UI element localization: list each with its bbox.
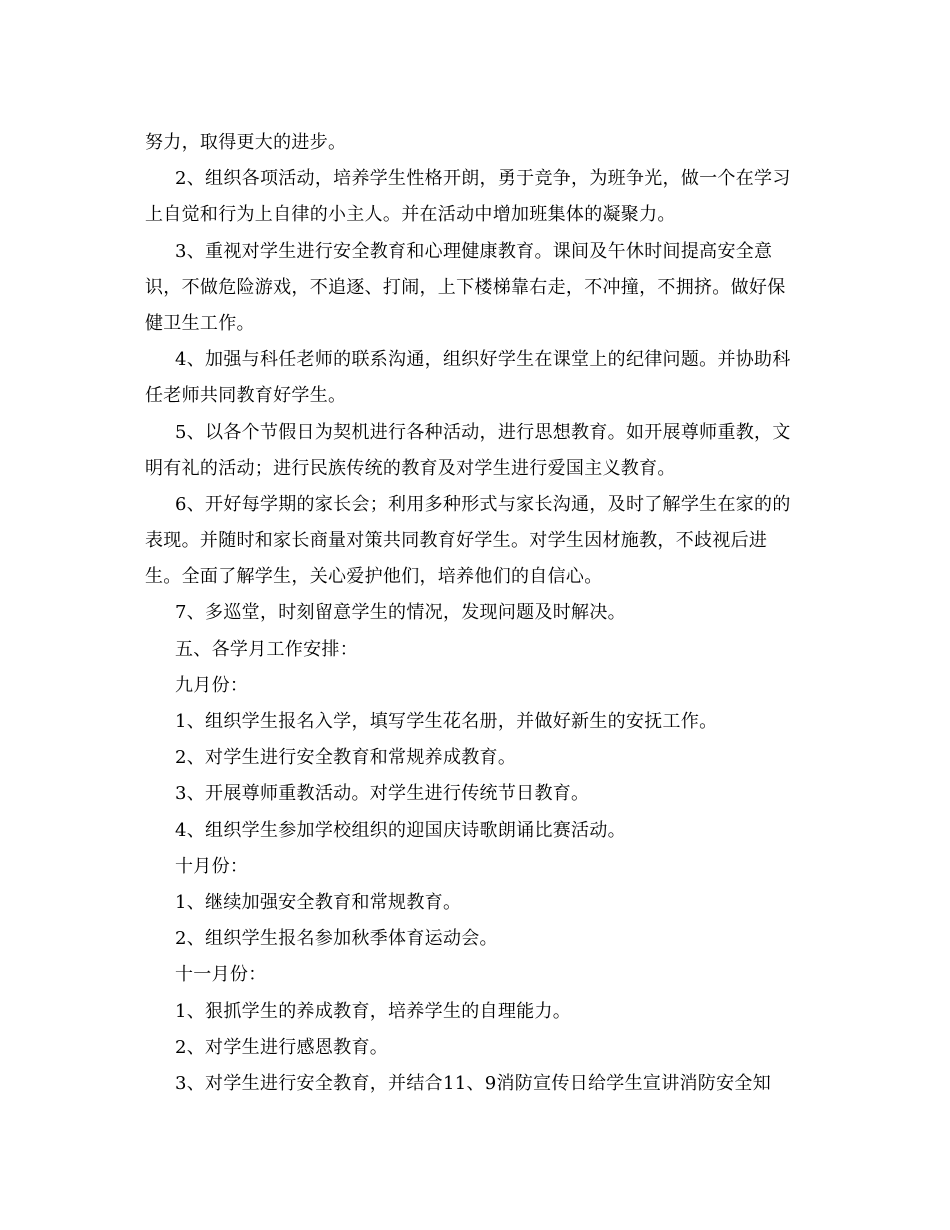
text-line: 1、组织学生报名入学，填写学生花名册，并做好新生的安抚工作。: [175, 711, 718, 732]
text-line: 2、对学生进行安全教育和常规养成教育。: [175, 747, 517, 769]
text-line: 十一月份：: [175, 964, 267, 986]
text-line: 2、组织学生报名参加秋季体育运动会。: [175, 928, 498, 950]
text-line: 十月份：: [175, 855, 249, 877]
text-line: 4、加强与科任老师的联系沟通，组织好学生在课堂上的纪律问题。并协助科: [175, 349, 791, 371]
text-line: 任老师共同教育好学生。: [145, 385, 347, 407]
text-line: 2、组织各项活动，培养学生性格开朗，勇于竞争，为班争光，做一个在学习: [175, 168, 791, 190]
text-line: 生。全面了解学生，关心爱护他们，培养他们的自信心。: [145, 566, 603, 588]
text-line: 3、对学生进行安全教育，并结合11、9消防宣传日给学生宣讲消防安全知: [175, 1072, 772, 1094]
text-line: 上自觉和行为上自律的小主人。并在活动中增加班集体的凝聚力。: [145, 204, 676, 226]
text-line: 健卫生工作。: [145, 312, 255, 334]
text-line: 4、组织学生参加学校组织的迎国庆诗歌朗诵比赛活动。: [175, 819, 626, 841]
text-line: 表现。并随时和家长商量对策共同教育好学生。对学生因材施教，不歧视后进: [145, 530, 768, 552]
text-line: 识，不做危险游戏，不追逐、打闹，上下楼梯靠右走，不冲撞，不拥挤。做好保: [145, 276, 786, 298]
text-line: 6、开好每学期的家长会；利用多种形式与家长沟通，及时了解学生在家的的: [175, 493, 791, 515]
document-body: [0, 125, 950, 1102]
text-line: 3、开展尊师重教活动。对学生进行传统节日教育。: [175, 783, 590, 805]
text-line: 5、以各个节假日为契机进行各种活动，进行思想教育。如开展尊师重教，文: [175, 421, 791, 443]
text-line: 五、各学月工作安排：: [175, 638, 358, 660]
text-line: 3、重视对学生进行安全教育和心理健康教育。课间及午休时间提高安全意: [175, 240, 773, 262]
text-line: 2、对学生进行感恩教育。: [175, 1036, 389, 1058]
text-line: 九月份：: [175, 674, 249, 696]
text-line: 7、多巡堂，时刻留意学生的情况，发现问题及时解决。: [175, 602, 626, 624]
text-line: 明有礼的活动；进行民族传统的教育及对学生进行爱国主义教育。: [145, 457, 676, 479]
text-line: 1、狠抓学生的养成教育，培养学生的自理能力。: [175, 1000, 572, 1022]
text-line: 努力，取得更大的进步。: [145, 132, 347, 153]
text-line: 1、继续加强安全教育和常规教育。: [175, 891, 462, 913]
